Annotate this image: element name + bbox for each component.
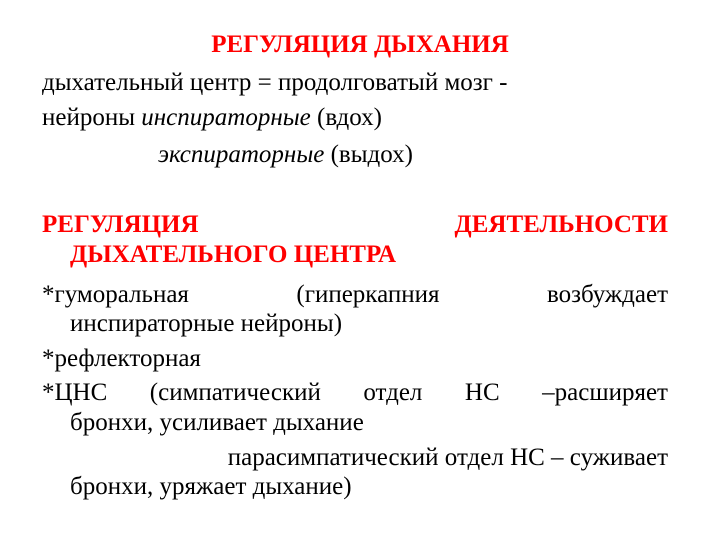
humoral-word2: (гиперкапния bbox=[296, 281, 440, 308]
section-heading bbox=[42, 210, 668, 240]
cns-word5: –расширяет bbox=[542, 379, 668, 406]
text-humoral bbox=[42, 280, 668, 310]
page-title: РЕГУЛЯЦИЯ ДЫХАНИЯ bbox=[211, 31, 509, 58]
text-expiratory: экспираторные bbox=[158, 141, 325, 168]
text-humoral-line2: инспираторные нейроны) bbox=[70, 310, 343, 337]
humoral-word3: возбуждает bbox=[546, 281, 668, 308]
section-heading-line2: ДЫХАТЕЛЬНОГО ЦЕНТРА bbox=[70, 241, 397, 268]
text-neurons-prefix: нейроны bbox=[42, 104, 142, 131]
cns-word4: НС bbox=[464, 379, 500, 406]
text-inspiratory: инспираторные bbox=[141, 104, 311, 131]
text-parasympathetic-line2: бронхи, уряжает дыхание) bbox=[70, 473, 352, 500]
text-parasympathetic: парасимпатический отдел НС – суживает bbox=[227, 444, 668, 471]
humoral-word1: *гуморальная bbox=[42, 281, 189, 308]
cns-word2: (симпатический bbox=[149, 379, 321, 406]
text-line-expiratory bbox=[158, 140, 413, 170]
text-reflex: *рефлекторная bbox=[42, 345, 201, 372]
heading-word-activity: ДЕЯТЕЛЬНОСТИ bbox=[454, 211, 668, 238]
heading-word-regulation: РЕГУЛЯЦИЯ bbox=[42, 211, 199, 238]
text-cns bbox=[42, 378, 668, 408]
text-exhale: (выдох) bbox=[324, 141, 413, 168]
text-line-center: дыхательный центр = продолговатый мозг - bbox=[42, 69, 508, 96]
text-line-neurons bbox=[42, 103, 382, 133]
text-cns-line2: бронхи, усиливает дыхание bbox=[70, 409, 364, 436]
text-inhale: (вдох) bbox=[310, 104, 382, 131]
cns-word3: отдел bbox=[363, 379, 423, 406]
cns-word1: *ЦНС bbox=[42, 379, 108, 406]
